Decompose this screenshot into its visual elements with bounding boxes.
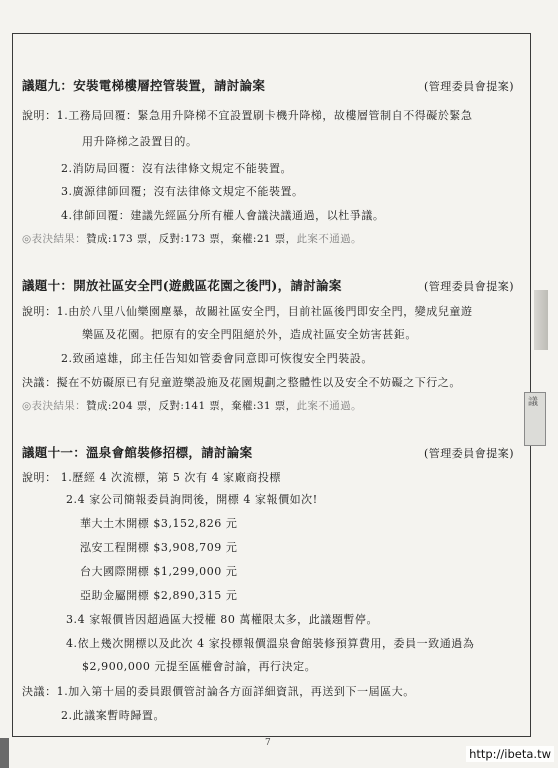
- item11-line-4: 4.依上幾次開標以及此次 4 家投標報價溫泉會館裝修預算費用，委員一致通過為: [66, 637, 475, 650]
- vote-counts: 贊成:204 票，反對:141 票，棄權:31 票，: [86, 400, 297, 412]
- item11-bid-2: 泓安工程開標 $3,908,709 元: [80, 541, 238, 554]
- item11-line-1: 說明： 1.歷經 4 次流標，第 5 次有 4 家廠商投標: [22, 471, 281, 484]
- vote-result-label: ◎表決結果：: [22, 400, 87, 412]
- item11-resolution-2: 2.此議案暫時歸置。: [61, 709, 165, 722]
- item11-bid-3: 台大國際開標 $1,299,000 元: [80, 565, 238, 578]
- vote-result-label: ◎表決結果：: [22, 233, 87, 245]
- item10-line-3: 2.致函遠雄，邱主任告知如管委會同意即可恢復安全門裝設。: [61, 352, 373, 365]
- item10-proposer: (管理委員會提案): [424, 280, 515, 293]
- item10-title: 議題十：開放社區安全門(遊戲區花園之後門)，請討論案: [22, 278, 342, 293]
- item9-proposer: (管理委員會提案): [424, 80, 515, 93]
- item11-line-3: 3.4 家報價皆因超過區大授權 80 萬權限太多，此議題暫停。: [66, 613, 379, 626]
- page-number: 7: [265, 738, 271, 748]
- item9-line-5: 4.律師回覆：建議先經區分所有權人會議決議通過，以杜爭議。: [61, 209, 385, 222]
- page-edge-shadow: [534, 290, 548, 350]
- item10-resolution: 決議：擬在不妨礙原已有兒童遊樂設施及花園規劃之整體性以及安全不妨礙之下行之。: [22, 376, 461, 389]
- item9-line-3: 2.消防局回覆：沒有法律條文規定不能裝置。: [61, 162, 293, 175]
- vote-counts: 贊成:173 票，反對:173 票，棄權:21 票，: [86, 233, 297, 245]
- side-stamp: 議: [524, 392, 546, 446]
- item10-vote-result: [22, 401, 362, 412]
- item9-line-4: 3.廣源律師回覆；沒有法律條文規定不能裝置。: [61, 185, 304, 198]
- item11-bid-1: 華大土木開標 $3,152,826 元: [80, 517, 238, 530]
- item9-title: 議題九：安裝電梯樓層控管裝置，請討論案: [22, 78, 266, 93]
- item11-resolution-1: 決議：1.加入第十屆的委員跟價管討論各方面詳細資訊，再送到下一屆區大。: [22, 685, 415, 698]
- item10-line-2: 樂區及花園。把原有的安全門阻絕於外，造成社區安全妨害甚鉅。: [82, 328, 417, 341]
- item9-line-2: 用升降梯之設置目的。: [82, 135, 198, 148]
- item11-bid-4: 亞助金屬開標 $2,890,315 元: [80, 589, 238, 602]
- item11-proposer: (管理委員會提案): [424, 447, 515, 460]
- scan-corner-shadow: [0, 738, 9, 768]
- watermark: http://ibeta.tw: [466, 746, 554, 762]
- item11-title: 議題十一：溫泉會館裝修招標，請討論案: [22, 445, 253, 460]
- vote-outcome: 此案不通過。: [296, 233, 362, 245]
- item10-line-1: 說明：1.由於八里八仙樂園塵暴，故關社區安全門，目前社區後門即安全門，變成兒童遊: [22, 305, 473, 318]
- vote-outcome: 此案不通過。: [296, 400, 362, 412]
- item11-line-2: 2.4 家公司簡報委員詢問後，開標 4 家報價如次!: [66, 493, 318, 506]
- item11-line-5: $2,900,000 元提至區權會討論，再行決定。: [82, 660, 317, 673]
- item9-vote-result: [22, 234, 362, 245]
- item9-line-1: 說明：1.工務局回覆：緊急用升降梯不宜設置刷卡機升降梯，故樓層管制自不得礙於緊急: [22, 109, 473, 122]
